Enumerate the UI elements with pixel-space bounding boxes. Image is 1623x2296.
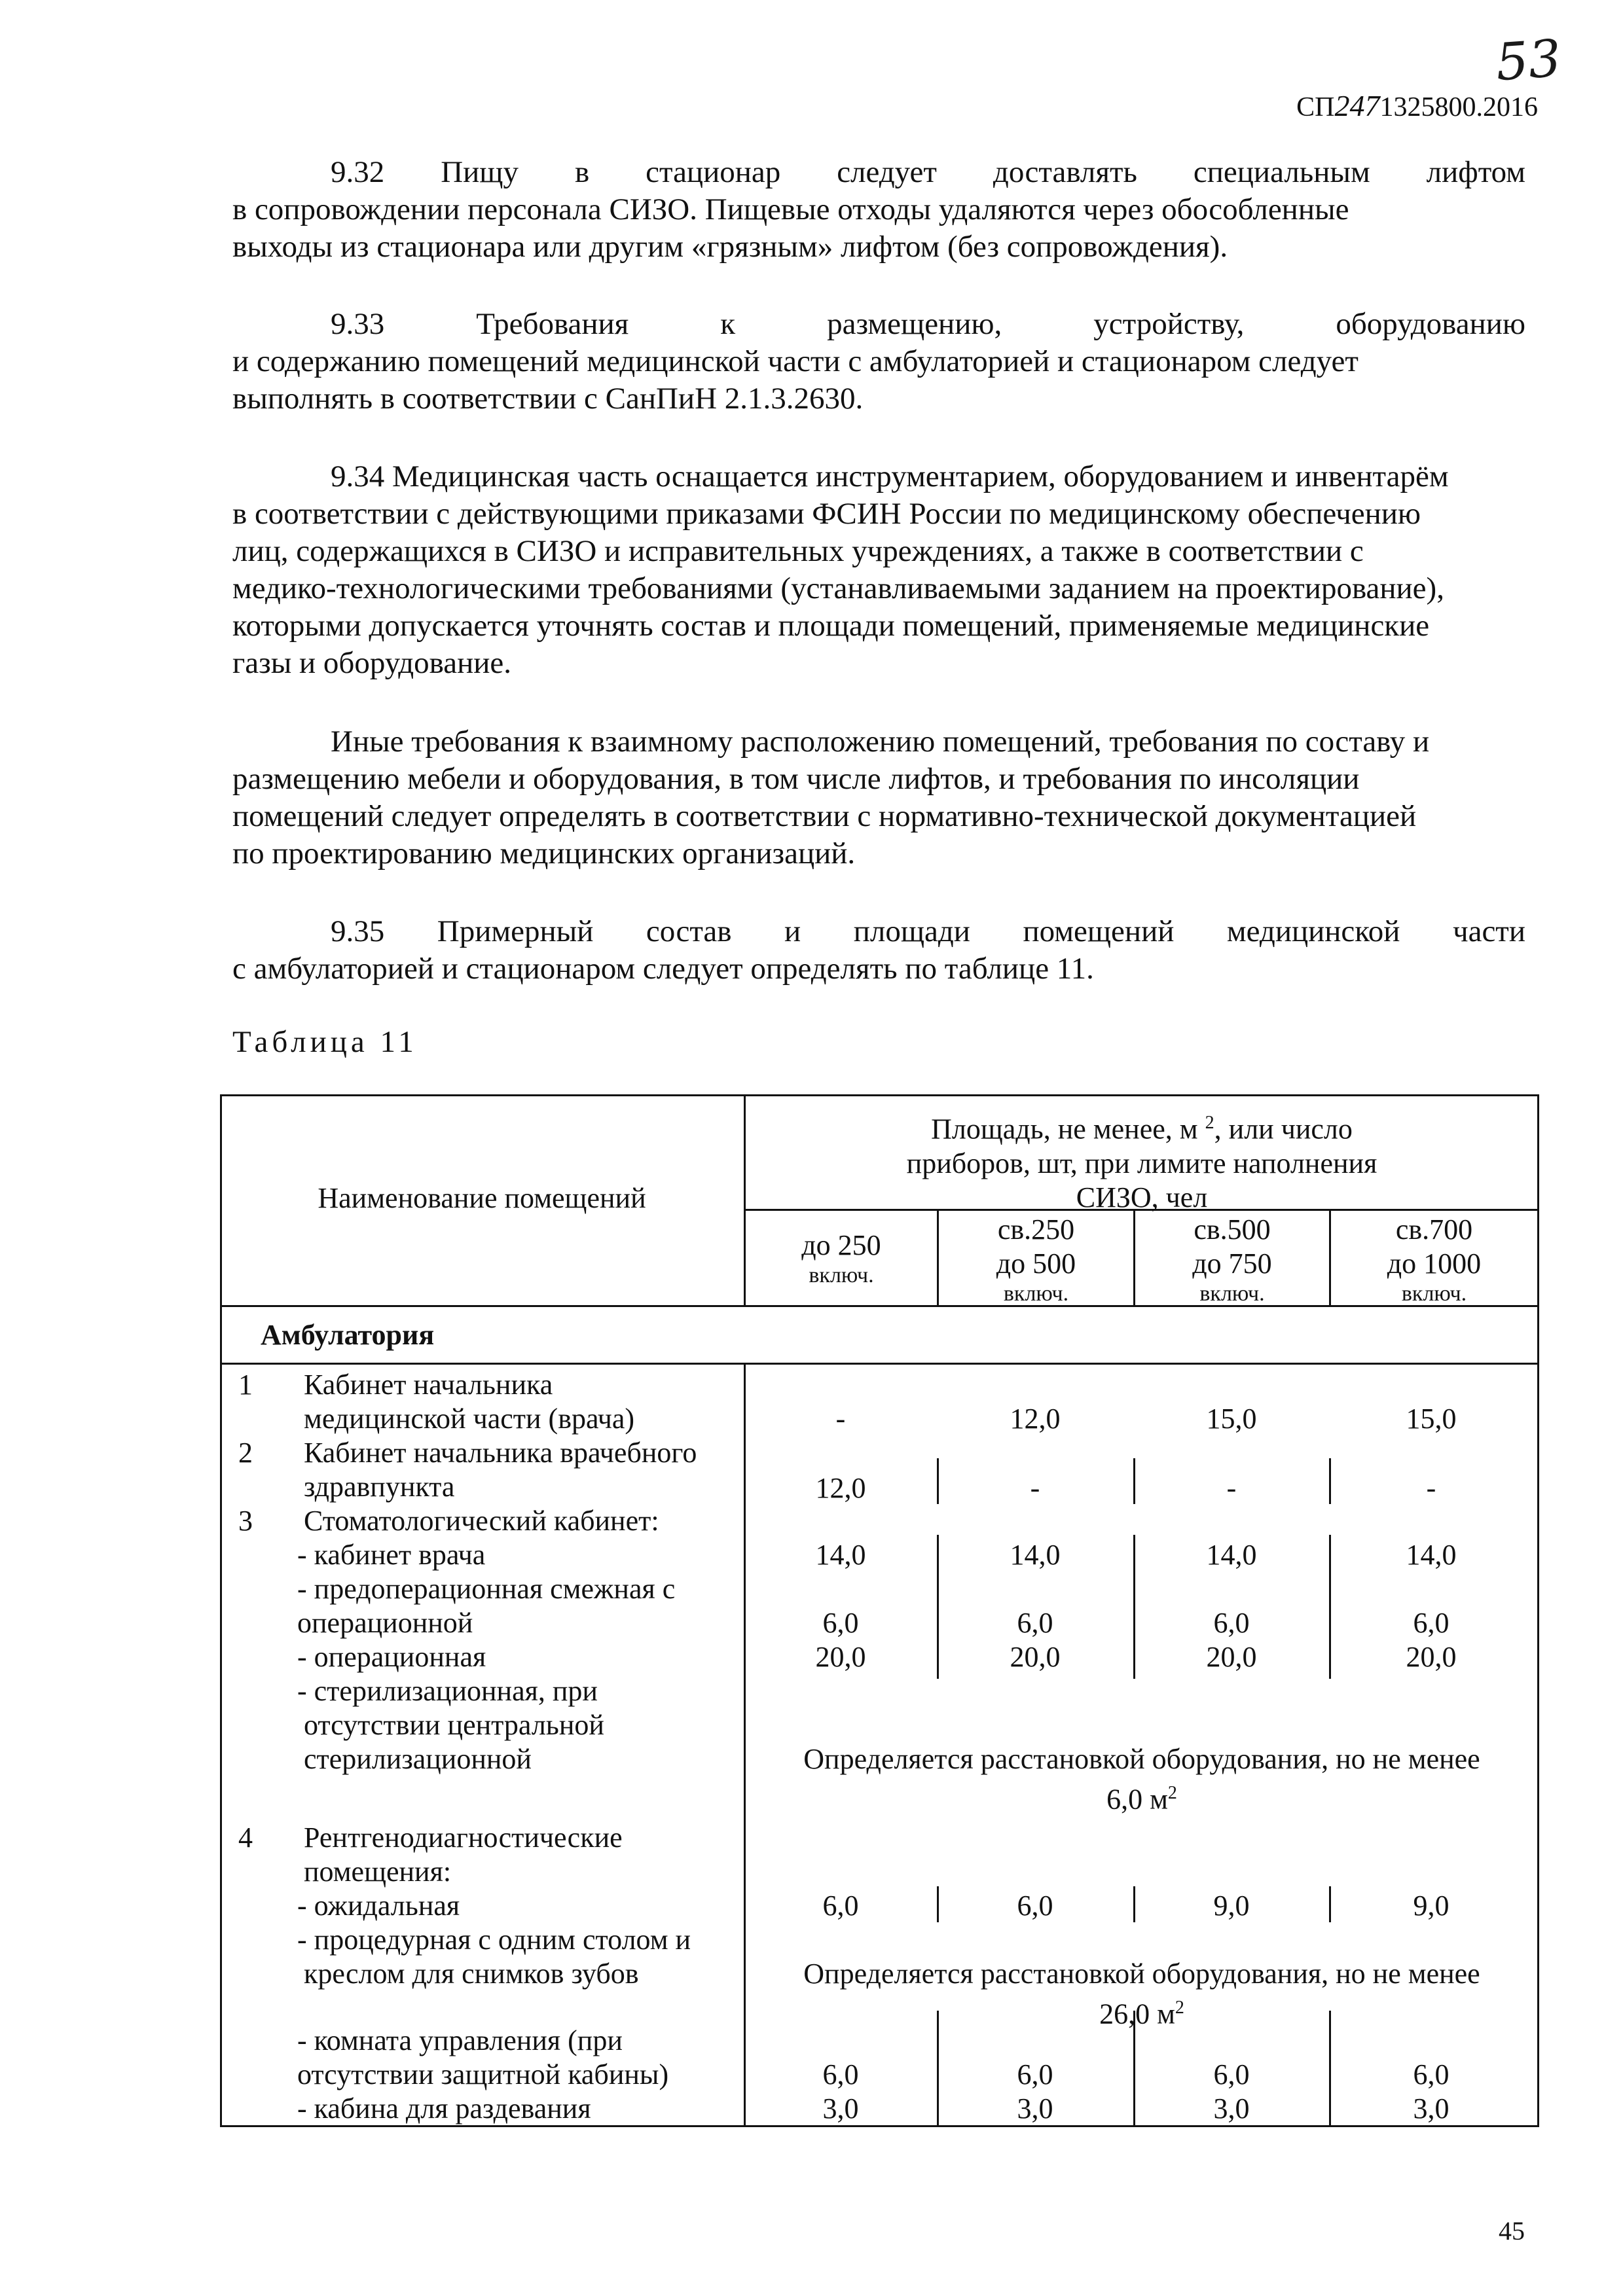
value-divider — [1329, 1458, 1331, 1504]
paragraph-line: медико-технологическими требованиями (устанавливаемыми заданием на проектирование), — [232, 571, 1444, 605]
paragraph-line: и содержанию помещений медицинской части с амбулаторией и стационаром следует — [232, 344, 1359, 378]
value-cell: 20,0 — [1206, 1641, 1257, 1673]
doc-code-prefix: СП — [1296, 92, 1335, 122]
value-divider — [937, 1886, 939, 1922]
rooms-area-table — [220, 1094, 1539, 2127]
value-cell: 20,0 — [1010, 1641, 1061, 1673]
row-name: - кабинет врача — [297, 1539, 486, 1571]
row-name: Рентгенодиагностические помещения: — [304, 1821, 623, 1888]
value-cell: 20,0 — [1406, 1641, 1457, 1673]
doc-code-suffix: 1325800.2016 — [1379, 92, 1538, 122]
paragraph-line: 9.35 Примерный состав и площади помещений медицинской части — [331, 914, 1525, 948]
value-cell: - — [1030, 1472, 1040, 1504]
header-area-line: приборов, шт, при лимите наполнения — [906, 1147, 1377, 1179]
value-cell: 6,0 — [1017, 1890, 1053, 1922]
table-border — [220, 1094, 1539, 1096]
header-name-column: Наименование помещений — [318, 1182, 646, 1214]
value-cell: 6,0 — [1017, 1607, 1053, 1639]
value-cell: 15,0 — [1406, 1403, 1457, 1435]
row-name: - предоперационная смежная с операционной — [297, 1573, 676, 1639]
row-name: - процедурная с одним столом и креслом для снимков зубов — [297, 1924, 691, 1990]
paragraph-line: помещений следует определять в соответствии с нормативно-технической документацией — [232, 799, 1417, 833]
value-cell: 6,0 — [822, 2058, 859, 2090]
row-number: 4 — [238, 1821, 253, 1854]
paragraph-line: которыми допускается уточнять состав и площади помещений, применяемые медицинские — [232, 609, 1430, 643]
table-divider — [220, 1363, 1539, 1365]
paragraph-line: по проектированию медицинских организаций. — [232, 836, 856, 870]
value-divider — [1133, 1600, 1135, 1679]
table-border — [220, 1094, 222, 2127]
value-cell: 6,0 — [1213, 1607, 1250, 1639]
row-name: - ожидальная — [297, 1890, 460, 1922]
value-cell: 3,0 — [822, 2092, 859, 2125]
paragraph-line: 9.34 Медицинская часть оснащается инструментарием, оборудованием и инвентарём — [331, 459, 1449, 493]
row-name: - кабина для раздевания — [297, 2092, 591, 2125]
table-caption: Таблица 11 — [232, 1025, 418, 1059]
paragraph-other-requirements — [232, 723, 1525, 872]
paragraph-line: выходы из стационара или другим «грязным» лифтом (без сопровождения). — [232, 230, 1228, 264]
value-divider — [937, 1600, 939, 1679]
value-cell: 14,0 — [1406, 1539, 1457, 1571]
paragraph-line: Иные требования к взаимному расположению помещений, требования по составу и — [331, 725, 1430, 759]
value-cell: 15,0 — [1206, 1403, 1257, 1435]
value-divider — [1133, 1886, 1135, 1922]
value-cell: 6,0 — [822, 1607, 859, 1639]
value-cell: - — [835, 1403, 846, 1435]
paragraph-line: размещению мебели и оборудования, в том числе лифтов, и требования по инсоляции — [232, 762, 1360, 796]
header-col-2: св.250 до 500 включ. — [996, 1213, 1076, 1306]
header-col-3: св.500 до 750 включ. — [1192, 1213, 1272, 1306]
value-cell: 14,0 — [1206, 1539, 1257, 1571]
value-divider — [1329, 1886, 1331, 1922]
spanning-note: Определяется расстановкой оборудования, но не менее 6,0 $м^2$ — [803, 1743, 1480, 1816]
paragraph-9-32 — [232, 154, 1525, 266]
value-cell: 14,0 — [815, 1539, 866, 1571]
section-ambulatory: Амбулатория — [261, 1319, 435, 1351]
value-divider — [1329, 1600, 1331, 1679]
spanning-note: Определяется расстановкой оборудования, но не менее 26,0 $м^2$ — [803, 1958, 1480, 2030]
document-code — [1296, 88, 1538, 123]
value-cell: 6,0 — [1213, 2058, 1250, 2090]
value-cell: 3,0 — [1213, 2092, 1250, 2125]
row-name: Стоматологический кабинет: — [304, 1505, 659, 1537]
value-cell: 6,0 — [822, 1890, 859, 1922]
paragraph-line: 9.32 Пищу в стационар следует доставлять специальным лифтом — [331, 155, 1525, 189]
handwritten-sheet-number: 53 — [1493, 29, 1563, 93]
value-cell: 12,0 — [815, 1472, 866, 1504]
value-divider — [937, 1458, 939, 1504]
value-cell: 6,0 — [1413, 2058, 1450, 2090]
value-cell: 6,0 — [1413, 1607, 1450, 1639]
value-cell: 20,0 — [815, 1641, 866, 1673]
value-cell: 6,0 — [1017, 2058, 1053, 2090]
value-cell: 3,0 — [1017, 2092, 1053, 2125]
row-number: 1 — [238, 1369, 253, 1401]
page-number: 45 — [1499, 2216, 1525, 2246]
row-name: Кабинет начальника медицинской части (врача) — [304, 1369, 635, 1435]
value-cell: 9,0 — [1413, 1890, 1450, 1922]
row-name: - операционная — [297, 1641, 486, 1673]
paragraph-9-34 — [232, 458, 1525, 682]
doc-code-handwritten: 247 — [1334, 89, 1380, 122]
header-area-line: Площадь, не менее, м $^2$, или число — [931, 1113, 1353, 1145]
row-number: 2 — [238, 1437, 253, 1469]
paragraph-line: 9.33 Требования к размещению, устройству, оборудованию — [331, 307, 1525, 341]
value-cell: 14,0 — [1010, 1539, 1061, 1571]
header-col-4: св.700 до 1000 включ. — [1387, 1213, 1482, 1306]
header-area-line: СИЗО, чел — [1076, 1181, 1208, 1213]
paragraph-line: выполнять в соответствии с СанПиН 2.1.3.2630. — [232, 382, 864, 416]
paragraph-9-33 — [232, 306, 1525, 418]
row-name: Кабинет начальника врачебного здравпункта — [304, 1437, 697, 1503]
paragraph-line: лиц, содержащихся в СИЗО и исправительных учреждениях, а также в соответствии с — [232, 534, 1364, 568]
row-name: - стерилизационная, при отсутствии центральной стерилизационной — [297, 1675, 604, 1775]
header-col-1: до 250 включ. — [801, 1229, 881, 1287]
value-divider — [1329, 1535, 1331, 1600]
paragraph-line: с амбулаторией и стационаром следует определять по таблице 11. — [232, 952, 1094, 986]
paragraph-line: газы и оборудование. — [232, 646, 512, 680]
row-name: - комната управления (при отсутствии защитной кабины) — [297, 2024, 669, 2090]
header-area — [746, 1106, 1538, 1215]
paragraph-line: в сопровождении персонала СИЗО. Пищевые отходы удаляются через обособленные — [232, 192, 1349, 226]
value-cell: 12,0 — [1010, 1403, 1061, 1435]
value-cell: - — [1426, 1472, 1436, 1504]
row-number: 3 — [238, 1505, 253, 1537]
value-cell: 3,0 — [1413, 2092, 1450, 2125]
value-divider — [1133, 1458, 1135, 1504]
value-cell: 9,0 — [1213, 1890, 1250, 1922]
paragraph-9-35 — [232, 913, 1525, 988]
value-divider — [1133, 1535, 1135, 1600]
value-cell: - — [1226, 1472, 1237, 1504]
value-divider — [937, 1535, 939, 1600]
paragraph-line: в соответствии с действующими приказами ФСИН России по медицинскому обеспечению — [232, 497, 1421, 531]
